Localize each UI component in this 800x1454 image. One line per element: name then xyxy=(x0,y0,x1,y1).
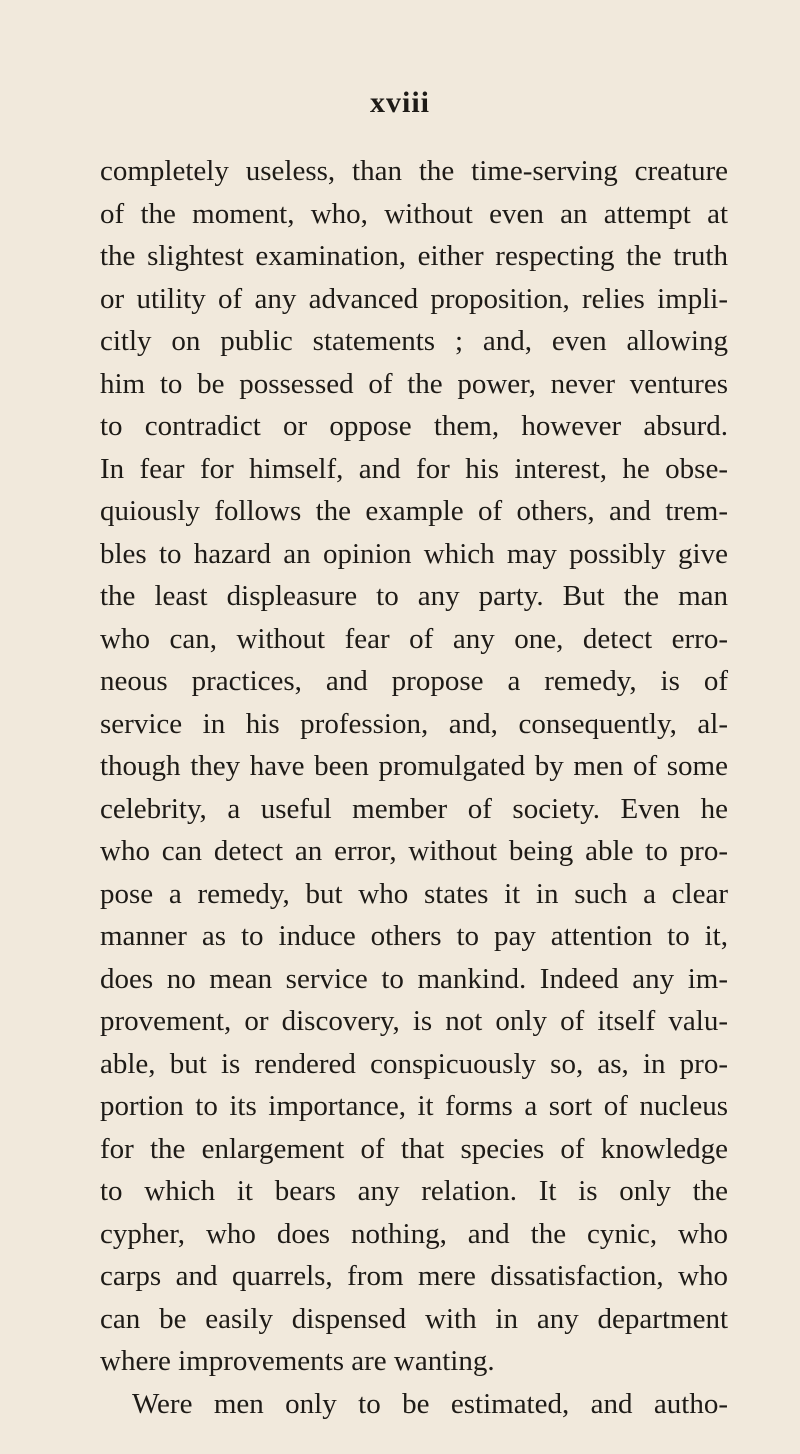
text-line: portion to its importance, it forms a sort of nucleus xyxy=(100,1090,728,1122)
text-line: neous practices, and propose a remedy, is of xyxy=(100,665,728,697)
text-line: carps and quarrels, from mere dissatisfaction, who xyxy=(100,1260,728,1292)
text-line: of the moment, who, without even an attempt at xyxy=(100,197,728,230)
text-line: though they have been promulgated by men of some xyxy=(100,750,728,782)
text-line: for the enlargement of that species of knowledge xyxy=(100,1132,728,1165)
text-line: where improvements are wanting. xyxy=(100,1345,495,1377)
text-line: to which it bears any relation. It is only the xyxy=(100,1175,728,1207)
text-line: who can, without fear of any one, detect erro- xyxy=(100,622,728,655)
text-line: In fear for himself, and for his interest, he obse- xyxy=(100,452,728,485)
text-line: the slightest examination, either respecting the truth xyxy=(100,240,728,272)
text-line: service in his profession, and, consequently, al- xyxy=(100,707,728,740)
text-line: able, but is rendered conspicuously so, as, in pro- xyxy=(100,1047,728,1080)
text-line: Were men only to be estimated, and autho- xyxy=(132,1387,728,1420)
text-line: completely useless, than the time-serving creature xyxy=(100,155,728,187)
text-line: the least displeasure to any party. But the man xyxy=(100,580,728,612)
text-line: can be easily dispensed with in any department xyxy=(100,1302,728,1335)
body-text xyxy=(100,150,728,1425)
text-line: does no mean service to mankind. Indeed any im- xyxy=(100,962,728,995)
text-line: to contradict or oppose them, however absurd. xyxy=(100,410,728,442)
page-number: xviii xyxy=(369,86,430,119)
text-line: or utility of any advanced proposition, relies impli- xyxy=(100,282,728,315)
text-line: cypher, who does nothing, and the cynic, who xyxy=(100,1217,728,1250)
text-line: bles to hazard an opinion which may possibly give xyxy=(100,537,728,570)
text-line: manner as to induce others to pay attention to it, xyxy=(100,920,728,952)
text-line: citly on public statements ; and, even allowing xyxy=(100,325,728,357)
text-line: provement, or discovery, is not only of itself valu- xyxy=(100,1005,728,1037)
text-line: quiously follows the example of others, and trem- xyxy=(100,495,728,527)
text-line: him to be possessed of the power, never ventures xyxy=(100,367,728,400)
text-line: celebrity, a useful member of society. Even he xyxy=(100,792,728,825)
text-line: pose a remedy, but who states it in such a clear xyxy=(100,877,728,910)
text-line: who can detect an error, without being able to pro- xyxy=(100,835,728,867)
